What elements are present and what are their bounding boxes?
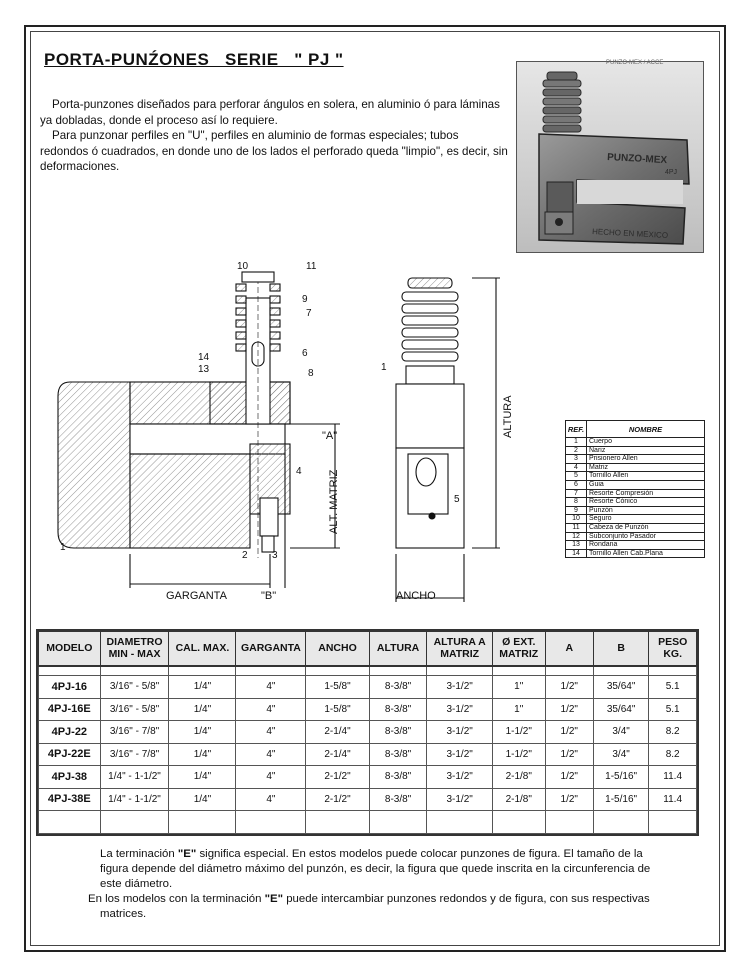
- callout-11: 11: [306, 261, 317, 272]
- callout-10: 10: [237, 261, 249, 272]
- spec-cell: 1-5/16": [593, 766, 648, 789]
- parts-row: [566, 498, 705, 507]
- spec-header: PESO KG.: [649, 632, 697, 666]
- product-photo: [516, 61, 704, 253]
- spec-cell: 1/4" - 1-1/2": [100, 766, 169, 789]
- spec-spacer-cell: [649, 666, 697, 676]
- spec-cell: 3/16" - 7/8": [100, 721, 169, 744]
- spec-cell: 1-5/8": [306, 698, 369, 721]
- spec-header: A: [545, 632, 593, 666]
- parts-reference-table: [565, 420, 705, 558]
- spec-spacer-cell: [492, 666, 545, 676]
- part-name: Matriz: [587, 463, 705, 472]
- spec-cell: 4": [236, 743, 306, 766]
- spec-cell: 8-3/8": [369, 721, 427, 744]
- part-name: Prisionero Allen: [587, 455, 705, 464]
- spec-model-cell: 4PJ-38E: [39, 788, 101, 811]
- part-ref: 10: [566, 515, 587, 524]
- spec-row: [39, 698, 697, 721]
- spec-cell: 2-1/2": [306, 788, 369, 811]
- spec-cell: 1/4": [169, 676, 236, 699]
- spec-header: Ø EXT. MATRIZ: [492, 632, 545, 666]
- spec-cell: 3/16" - 7/8": [100, 743, 169, 766]
- spec-cell: 3-1/2": [427, 721, 492, 744]
- alt-matriz-label: ALT. MATRIZ: [328, 469, 340, 534]
- callout-4: 4: [296, 466, 302, 477]
- spec-cell: 1/2": [545, 698, 593, 721]
- dimension-a-label: "A": [322, 430, 338, 442]
- technical-drawing: [40, 258, 560, 614]
- spec-empty-cell: [369, 811, 427, 834]
- part-ref: 8: [566, 498, 587, 507]
- part-ref: 3: [566, 455, 587, 464]
- spec-empty-cell: [306, 811, 369, 834]
- spec-empty-cell: [545, 811, 593, 834]
- callout-9: 9: [302, 294, 308, 305]
- spec-row: [39, 766, 697, 789]
- spec-spacer-cell: [427, 666, 492, 676]
- spec-spacer-cell: [306, 666, 369, 676]
- specification-header-row: [39, 632, 697, 666]
- spec-cell: 1/4": [169, 766, 236, 789]
- spec-cell: 11.4: [649, 766, 697, 789]
- parts-row: [566, 515, 705, 524]
- spec-cell: 8-3/8": [369, 676, 427, 699]
- spec-cell: 8-3/8": [369, 698, 427, 721]
- spec-cell: 8.2: [649, 721, 697, 744]
- spec-cell: 1/4": [169, 721, 236, 744]
- part-ref: 6: [566, 480, 587, 489]
- part-name: Tornillo Allen Cab.Plana: [587, 549, 705, 558]
- spec-cell: 1-5/8": [306, 676, 369, 699]
- spec-cell: 3/4": [593, 721, 648, 744]
- parts-row: [566, 480, 705, 489]
- callout-2: 2: [242, 550, 248, 561]
- part-ref: 12: [566, 532, 587, 541]
- spec-header: GARGANTA: [236, 632, 306, 666]
- part-name: Guia: [587, 480, 705, 489]
- garganta-label: GARGANTA: [166, 590, 227, 602]
- part-ref: 7: [566, 489, 587, 498]
- spec-empty-cell: [39, 811, 101, 834]
- ref-header: REF.: [566, 421, 587, 438]
- spec-empty-cell: [236, 811, 306, 834]
- note-1: [100, 847, 670, 892]
- spec-cell: 3-1/2": [427, 743, 492, 766]
- spec-empty-cell: [427, 811, 492, 834]
- spec-spacer-cell: [39, 666, 101, 676]
- spec-cell: 4": [236, 721, 306, 744]
- page-title: PORTA-PUNŹONES SERIE " PJ ": [44, 50, 344, 69]
- spec-cell: 3-1/2": [427, 788, 492, 811]
- note-2-e-term: "E": [264, 893, 284, 905]
- technical-drawing-svg: [40, 258, 560, 614]
- part-name: Resorte Cónico: [587, 498, 705, 507]
- ancho-label: ANCHO: [396, 590, 436, 602]
- spec-model-cell: 4PJ-38: [39, 766, 101, 789]
- part-ref: 5: [566, 472, 587, 481]
- spec-cell: 1/2": [545, 676, 593, 699]
- spec-model-cell: 4PJ-16: [39, 676, 101, 699]
- spec-spacer-row: [39, 666, 697, 676]
- callout-6: 6: [302, 348, 308, 359]
- part-name: Rondana: [587, 541, 705, 550]
- spec-cell: 3-1/2": [427, 698, 492, 721]
- spec-cell: 8-3/8": [369, 766, 427, 789]
- spec-cell: 8-3/8": [369, 743, 427, 766]
- spec-cell: 11.4: [649, 788, 697, 811]
- part-name: Resorte Compresión: [587, 489, 705, 498]
- callout-1-section: 1: [60, 542, 66, 553]
- spec-cell: 35/64": [593, 676, 648, 699]
- spec-spacer-cell: [169, 666, 236, 676]
- intro-paragraph-1: Porta-punzones diseñados para perforar ángulos en solera, en aluminio ó para láminas ya dobladas, donde el proceso así lo requiere.: [40, 98, 500, 127]
- spec-cell: 3/16" - 5/8": [100, 676, 169, 699]
- part-name: Cuerpo: [587, 438, 705, 447]
- photo-stamp-model: 4PJ: [665, 169, 678, 176]
- spec-row: [39, 788, 697, 811]
- spec-cell: 3/4": [593, 743, 648, 766]
- spec-cell: 5.1: [649, 676, 697, 699]
- dimension-b-label: "B": [261, 590, 277, 602]
- spec-cell: 3-1/2": [427, 766, 492, 789]
- spec-empty-cell: [100, 811, 169, 834]
- part-ref: 9: [566, 506, 587, 515]
- spec-cell: 4": [236, 766, 306, 789]
- spec-cell: 2-1/4": [306, 743, 369, 766]
- parts-row: [566, 532, 705, 541]
- parts-row: [566, 472, 705, 481]
- part-ref: 2: [566, 446, 587, 455]
- part-name: Tornillo Allen: [587, 472, 705, 481]
- specification-table-frame: [36, 629, 699, 836]
- part-ref: 13: [566, 541, 587, 550]
- spec-cell: 5.1: [649, 698, 697, 721]
- spec-empty-row: [39, 811, 697, 834]
- spec-empty-cell: [649, 811, 697, 834]
- spec-cell: 8.2: [649, 743, 697, 766]
- spec-cell: 1-1/2": [492, 743, 545, 766]
- spec-cell: 1": [492, 676, 545, 699]
- spec-cell: 2-1/4": [306, 721, 369, 744]
- parts-row: [566, 506, 705, 515]
- part-name: Seguro: [587, 515, 705, 524]
- part-ref: 14: [566, 549, 587, 558]
- parts-row: [566, 446, 705, 455]
- spec-cell: 1-5/16": [593, 788, 648, 811]
- spec-row: [39, 743, 697, 766]
- part-ref: 1: [566, 438, 587, 447]
- parts-row: [566, 523, 705, 532]
- spec-header: ANCHO: [306, 632, 369, 666]
- parts-row: [566, 549, 705, 558]
- callout-13: 13: [198, 364, 210, 375]
- spec-cell: 3/16" - 5/8": [100, 698, 169, 721]
- callout-8: 8: [308, 368, 314, 379]
- spec-cell: 1-1/2": [492, 721, 545, 744]
- spec-cell: 1/2": [545, 788, 593, 811]
- spec-spacer-cell: [593, 666, 648, 676]
- callout-3: 3: [272, 550, 278, 561]
- spec-cell: 4": [236, 676, 306, 699]
- spec-spacer-cell: [369, 666, 427, 676]
- callout-14: 14: [198, 352, 210, 363]
- parts-row: [566, 438, 705, 447]
- spec-cell: 4": [236, 698, 306, 721]
- parts-row: [566, 489, 705, 498]
- parts-row: [566, 455, 705, 464]
- spec-cell: 1/2": [545, 766, 593, 789]
- intro-paragraph-2: Para punzonar perfiles en "U", perfiles en aluminio de formas especiales; tubos redondos ó cuadrados, en donde uno de los lados el perforado queda "limpio", es decir, sin deformaciones.: [40, 129, 508, 173]
- spec-cell: 2-1/8": [492, 788, 545, 811]
- spec-spacer-cell: [545, 666, 593, 676]
- spec-cell: 1": [492, 698, 545, 721]
- spec-header: MODELO: [39, 632, 101, 666]
- spec-row: [39, 721, 697, 744]
- specification-table: [38, 631, 697, 834]
- spec-header: DIAMETRO MIN - MAX: [100, 632, 169, 666]
- photo-stamp-origin: HECHO EN MEXICO: [591, 227, 669, 240]
- photo-caption: PUNZO-MEX / ACCE: [606, 60, 664, 66]
- spec-spacer-cell: [236, 666, 306, 676]
- note-2: [88, 892, 670, 922]
- spec-cell: 1/2": [545, 743, 593, 766]
- parts-row: [566, 463, 705, 472]
- spec-cell: 1/4" - 1-1/2": [100, 788, 169, 811]
- part-name: Cabeza de Punzón: [587, 523, 705, 532]
- spec-empty-cell: [169, 811, 236, 834]
- spec-row: [39, 676, 697, 699]
- specification-body: [39, 666, 697, 834]
- spec-model-cell: 4PJ-22E: [39, 743, 101, 766]
- spec-header: ALTURA: [369, 632, 427, 666]
- spec-cell: 1/2": [545, 721, 593, 744]
- photo-stamp-brand: PUNZO-MEX: [606, 152, 668, 167]
- parts-reference-body: [566, 438, 705, 558]
- callout-1-side: 1: [381, 362, 387, 373]
- note-1-e-term: "E": [177, 848, 197, 860]
- spec-model-cell: 4PJ-16E: [39, 698, 101, 721]
- altura-label: ALTURA: [502, 395, 514, 438]
- part-name: Subconjunto Pasador: [587, 532, 705, 541]
- part-name: Nariz: [587, 446, 705, 455]
- spec-model-cell: 4PJ-22: [39, 721, 101, 744]
- note-1-start: La terminación: [100, 848, 178, 860]
- spec-cell: 1/4": [169, 788, 236, 811]
- callout-5: 5: [454, 494, 460, 505]
- name-header: NOMBRE: [587, 421, 705, 438]
- note-2-start: En los modelos con la terminación: [88, 893, 265, 905]
- spec-cell: 1/4": [169, 743, 236, 766]
- spec-header: CAL. MAX.: [169, 632, 236, 666]
- spec-empty-cell: [593, 811, 648, 834]
- spec-cell: 2-1/2": [306, 766, 369, 789]
- spec-cell: 3-1/2": [427, 676, 492, 699]
- part-ref: 11: [566, 523, 587, 532]
- part-ref: 4: [566, 463, 587, 472]
- note-1-end: significa especial. En estos modelos puede colocar punzones de figura. El tamaño de la figura depende del diámetro máximo del punzón, es decir, la figura que quede inscrita en la circunferencia de este diámetro.: [100, 848, 651, 890]
- punch-holder-photo-illustration: [517, 62, 704, 253]
- spec-cell: 8-3/8": [369, 788, 427, 811]
- spec-cell: 2-1/8": [492, 766, 545, 789]
- callout-7: 7: [306, 308, 312, 319]
- spec-cell: 35/64": [593, 698, 648, 721]
- notes: [88, 847, 670, 922]
- part-name: Punzón: [587, 506, 705, 515]
- spec-cell: 4": [236, 788, 306, 811]
- parts-row: [566, 541, 705, 550]
- spec-spacer-cell: [100, 666, 169, 676]
- spec-empty-cell: [492, 811, 545, 834]
- spec-cell: 1/4": [169, 698, 236, 721]
- note-2-end: puede intercambiar punzones redondos y de figura, con sus respectivas matrices.: [100, 893, 650, 920]
- spec-header: B: [593, 632, 648, 666]
- intro-text: [40, 97, 508, 175]
- spec-header: ALTURA A MATRIZ: [427, 632, 492, 666]
